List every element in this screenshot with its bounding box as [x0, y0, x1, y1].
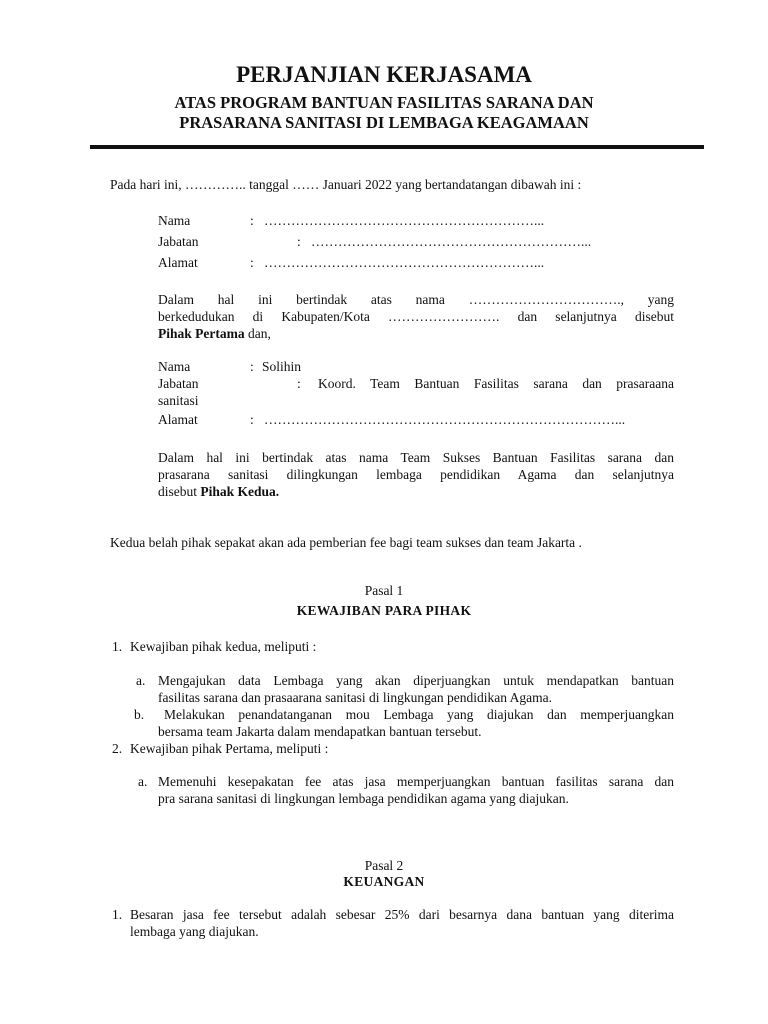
- party1-paragraph-end: dan,: [244, 326, 271, 341]
- pasal2-title: KEUANGAN: [343, 874, 425, 889]
- party1-paragraph-line3: [158, 325, 271, 342]
- party1-jabatan-label: Jabatan: [158, 234, 199, 249]
- party1-jabatan-colon: :: [297, 234, 301, 249]
- pasal1-number: Pasal 1: [364, 583, 404, 598]
- party1-nama-colon: :: [250, 213, 254, 228]
- agreement-text: Kedua belah pihak sepakat akan ada pemberian fee bagi team sukses dan team Jakarta .: [110, 535, 582, 550]
- pasal1-item2a-label: a.: [138, 774, 148, 789]
- party2-nama-label: Nama: [158, 359, 191, 374]
- pasal2-item1-number: 1.: [112, 907, 123, 922]
- party2-nama-value: Solihin: [262, 359, 302, 374]
- pasal1-item1a-label: a.: [136, 673, 146, 688]
- party2-paragraph-line1: Dalam hal ini bertindak atas nama Team Sukses Bantuan Fasilitas sarana dan: [158, 450, 674, 465]
- intro-text: Pada hari ini, ………….. tanggal …… Januari 2022 yang bertandatangan dibawah ini :: [110, 177, 582, 192]
- pasal1-item1-number: 1.: [112, 639, 123, 654]
- party2-nama-colon: :: [250, 359, 254, 374]
- party2-jabatan-colon: :: [297, 376, 301, 391]
- party1-jabatan-value: ……………………………………………………...: [311, 234, 592, 249]
- pasal1-item1b-label: b.: [134, 707, 145, 722]
- pasal1-item2a-line1: Memenuhi kesepakatan fee atas jasa memperjuangkan bantuan fasilitas sarana dan: [158, 774, 674, 789]
- party1-paragraph-line1: Dalam hal ini bertindak atas nama ……………………………., yang: [158, 292, 674, 307]
- document-title: PERJANJIAN KERJASAMA: [236, 62, 532, 87]
- pasal1-item1a-line2: fasilitas sarana dan prasaarana sanitasi di lingkungan pendidikan Agama.: [158, 690, 552, 705]
- party1-alamat-label: Alamat: [158, 255, 198, 270]
- party1-paragraph-line2: berkedudukan di Kabupaten/Kota ……………………. dan selanjutnya disebut: [158, 309, 674, 324]
- party2-jabatan-continued: sanitasi: [158, 393, 199, 408]
- pasal2-number: Pasal 2: [364, 858, 404, 873]
- pasal1-item1a-line1: Mengajukan data Lembaga yang akan diperjuangkan untuk mendapatkan bantuan: [158, 673, 674, 688]
- pasal1-item1b-line1: Melakukan penandatanganan mou Lembaga yang diajukan dan memperjuangkan: [164, 707, 674, 722]
- pihak-kedua-term: Pihak Kedua.: [200, 484, 280, 499]
- document-subtitle-line2: PRASARANA SANITASI DI LEMBAGA KEAGAMAAN: [179, 113, 589, 132]
- party2-paragraph-line3: [158, 483, 279, 500]
- pasal1-item2-number: 2.: [112, 741, 123, 756]
- party1-alamat-colon: :: [250, 255, 254, 270]
- document-subtitle-line1: ATAS PROGRAM BANTUAN FASILITAS SARANA DAN: [174, 93, 594, 112]
- pasal2-item1-line2: lembaga yang diajukan.: [130, 924, 259, 939]
- party2-alamat-colon: :: [250, 412, 254, 427]
- party1-alamat-value: ……………………………………………………...: [264, 255, 545, 270]
- pihak-pertama-term: Pihak Pertama: [158, 326, 245, 341]
- party1-nama-label: Nama: [158, 213, 191, 228]
- header-divider: [90, 145, 704, 149]
- pasal1-title: KEWAJIBAN PARA PIHAK: [296, 603, 472, 618]
- pasal1-item1b-line2: bersama team Jakarta dalam mendapatkan bantuan tersebut.: [158, 724, 482, 739]
- pasal1-item2a-line2: pra sarana sanitasi di lingkungan lembaga pendidikan agama yang diajukan.: [158, 791, 569, 806]
- party2-jabatan-label: Jabatan: [158, 376, 199, 391]
- party2-paragraph-line2: prasarana sanitasi dilingkungan lembaga pendidikan Agama dan selanjutnya: [158, 467, 674, 482]
- party2-jabatan-value: Koord. Team Bantuan Fasilitas sarana dan prasaraana: [318, 376, 674, 391]
- party2-alamat-value: ……………………………………………………………………...: [264, 412, 626, 427]
- pasal1-item2-text: Kewajiban pihak Pertama, meliputi :: [130, 741, 329, 756]
- pasal2-item1-line1: Besaran jasa fee tersebut adalah sebesar 25% dari besarnya dana bantuan yang diterima: [130, 907, 674, 922]
- party2-alamat-label: Alamat: [158, 412, 198, 427]
- pasal1-item1-text: Kewajiban pihak kedua, meliputi :: [130, 639, 317, 654]
- party2-paragraph-prefix: disebut: [158, 484, 201, 499]
- party1-nama-value: ……………………………………………………...: [264, 213, 545, 228]
